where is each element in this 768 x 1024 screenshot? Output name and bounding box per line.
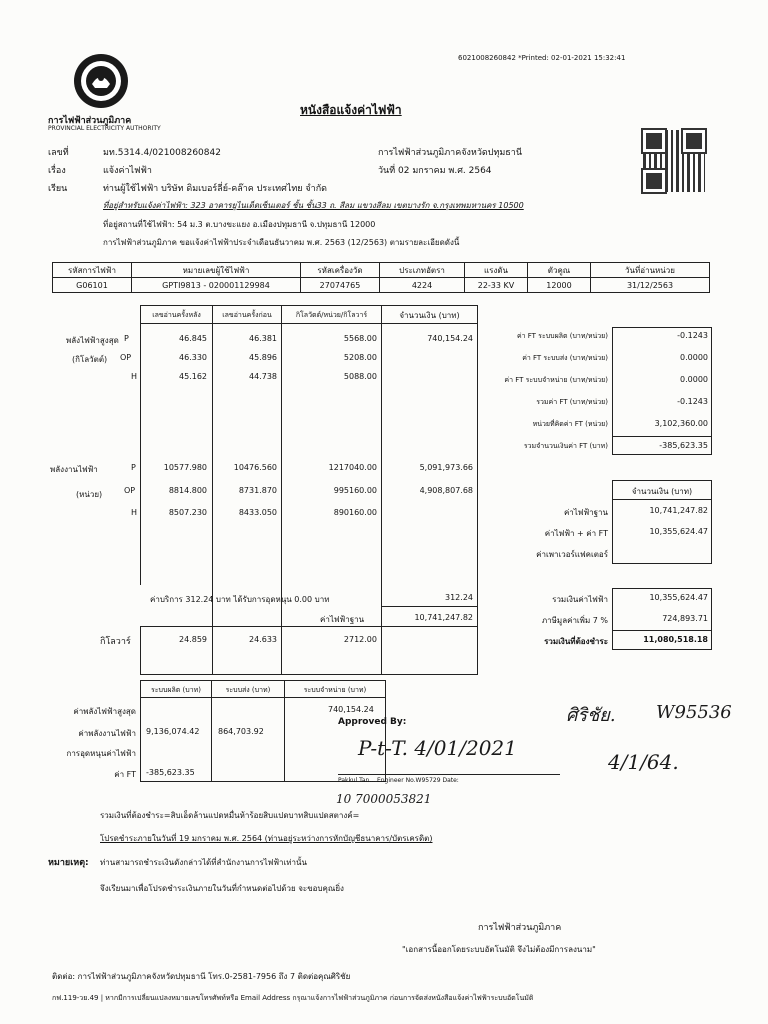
meter-unit: 5568.00 [343,334,377,343]
table-header: แรงดัน [465,263,528,278]
meter-prev: 46.381 [249,334,277,343]
signer-line: Pakkul Tan... Engineer No.W95729 Date: [338,777,459,784]
ft-label: ค่า FT ระบบส่ง (บาท/หน่วย) [522,354,608,362]
meter-prev: 44.738 [249,372,277,381]
approved-by-label: Approved By: [338,717,407,727]
service-charge-line: ค่าบริการ 312.24 บาท ได้รับการอุดหนุน 0.00 บาท [150,595,330,604]
ft-label: หน่วยที่คิดค่า FT (หน่วย) [532,420,608,428]
billing-address: ที่อยู่สำหรับแจ้งค่าไฟฟ้า: 323 อาคารยูไนเต็ดเซ็นเตอร์ ชั้น ชั้น33 ถ. สีลม แขวงสีลม เขตบางรัก จ.กรุงเทพมหานคร 10500 [103,201,524,210]
grand-total-value: 11,080,518.18 [643,635,708,644]
total-label: รวมเงินค่าไฟฟ้า [552,595,608,604]
table-header: ประเภทอัตรา [380,263,465,278]
table-cell: 4224 [380,278,465,293]
summary-header: จำนวนเงิน (บาท) [631,487,693,496]
meter-last: 46.330 [179,353,207,362]
service-charge-amount: 312.24 [445,593,473,602]
issuing-office: การไฟฟ้าส่วนภูมิภาคจังหวัดปทุมธานี [378,148,523,158]
demand-label: พลังไฟฟ้าสูงสุด [66,336,119,345]
meter-unit: 890160.00 [333,508,377,517]
handwritten-note: W95536 [656,702,732,723]
meter-last: 10577.980 [163,463,207,472]
ft-label: รวมค่า FT (บาท/หน่วย) [536,398,608,406]
form-footnote: กฟ.119-วย.49 | หากมีการเปลี่ยนแปลงหมายเลขโทรศัพท์หรือ Email Address กรุณาแจ้งการไฟฟ้าส่วนภูมิภาค ก่อนการจัดส่งหนังสือแจ้งค่าไฟฟ้าระบบอัตโนมัติ [52,994,534,1002]
to-label: เรียน [48,184,68,194]
meter-prev: 10476.560 [233,463,277,472]
breakdown-row-label: การอุดหนุนค่าไฟฟ้า [66,749,136,758]
total-value: 724,893.71 [662,614,708,623]
meter-prev: 8433.050 [238,508,277,517]
note-text: ท่านสามารถชำระเงินดังกล่าวได้ที่สำนักงานการไฟฟ้าเท่านั้น [100,858,307,867]
period-label: OP [120,353,132,362]
org-name-en: PROVINCIAL ELECTRICITY AUTHORITY [48,125,161,132]
letter-date: วันที่ 02 มกราคม พ.ศ. 2564 [378,166,492,176]
period-label: H [131,372,138,381]
table-header: ตัวคูณ [528,263,591,278]
breakdown-header: ระบบผลิต (บาท) [150,686,202,694]
breakdown-row-label: ค่า FT [114,770,136,779]
ft-value: 0.0000 [680,375,708,384]
table-header: รหัสการไฟฟ้า [53,263,132,278]
closing-text: จึงเรียนมาเพื่อโปรดชำระเงินภายในวันที่กำหนดต่อไปด้วย จะขอบคุณยิ่ง [100,884,344,893]
meter-unit: 995160.00 [333,486,377,495]
table-cell: GPTI9813 - 020001129984 [132,278,301,293]
meter-prev: 45.896 [249,353,277,362]
ft-value: -0.1243 [677,397,708,406]
ft-value: 3,102,360.00 [654,419,708,428]
due-date: โปรดชำระภายในวันที่ 19 มกราคม พ.ศ. 2564 (ท่านอยู่ระหว่างการหักบัญชีธนาคาร/บัตรเครดิต) [100,834,433,843]
handwritten-date: 4/1/64. [608,750,679,774]
table-header: หมายเลขผู้ใช้ไฟฟ้า [132,263,301,278]
meter-amount: 5,091,973.66 [419,463,473,472]
summary-value: 10,741,247.82 [649,506,708,515]
recipient: ท่านผู้ใช้ไฟฟ้า บริษัท ดิมเบอร์ลี่ย์-คล๊าค ประเทศไทย จำกัด [103,184,328,194]
account-table [52,262,710,293]
meter-amount: 740,154.24 [427,334,473,343]
table-cell: G06101 [53,278,132,293]
ft-label: ค่า FT ระบบจำหน่าย (บาท/หน่วย) [504,376,608,384]
breakdown-ft-gen: -385,623.35 [146,768,195,777]
pea-logo [72,52,130,110]
site-address: ที่อยู่สถานที่ใช้ไฟฟ้า: 54 ม.3 ต.บางขะแยง อ.เมืองปทุมธานี จ.ปทุมธานี 12000 [103,220,376,229]
meter-unit: 1217040.00 [328,463,377,472]
ft-value: -385,623.35 [659,441,708,450]
ft-label: รวมจำนวนเงินค่า FT (บาท) [523,442,608,450]
period-label: P [124,334,129,343]
total-in-words: รวมเงินที่ต้องชำระ=สิบเอ็ดล้านแปดหมื่นห้าร้อยสิบแปดบาทสิบแปดสตางค์= [100,811,360,820]
energy-label: พลังงานไฟฟ้า [50,465,98,474]
table-cell: 12000 [528,278,591,293]
summary-label: ค่าไฟฟ้า + ค่า FT [544,529,608,538]
subject-label: เรื่อง [48,166,66,176]
breakdown-header: ระบบส่ง (บาท) [225,686,271,694]
table-header: รหัสเครื่องวัด [301,263,380,278]
period-label: H [131,508,138,517]
period-label: OP [124,486,136,495]
qr-code [643,130,705,192]
breakdown-header: ระบบจำหน่าย (บาท) [303,686,367,694]
handwritten-code: 10 7000053821 [336,792,432,806]
energy-unit-label: (หน่วย) [76,490,103,499]
meter-unit: 5208.00 [343,353,377,362]
letter-no: มท.5314.4/021008260842 [103,148,221,158]
meter-last: 45.162 [179,372,207,381]
meter-header: กิโลวัตต์/หน่วย/กิโลวาร์ [295,311,368,319]
intro-text: การไฟฟ้าส่วนภูมิภาค ขอแจ้งค่าไฟฟ้าประจำเดือนธันวาคม พ.ศ. 2563 (12/2563) ตามรายละเอียดดังนี้ [103,238,460,247]
total-label: ภาษีมูลค่าเพิ่ม 7 % [541,616,608,625]
demand-unit-label: (กิโลวัตต์) [72,355,108,364]
auto-document-note: "เอกสารนี้ออกโดยระบบอัตโนมัติ จึงไม่ต้องมีการลงนาม" [402,945,596,954]
meter-prev: 8731.870 [238,486,277,495]
table-cell: 22-33 KV [465,278,528,293]
summary-value: 10,355,624.47 [649,527,708,536]
grand-total-label: รวมเงินที่ต้องชำระ [544,637,608,646]
meter-last: 46.845 [179,334,207,343]
note-label: หมายเหตุ: [48,858,89,868]
breakdown-energy-trans: 864,703.92 [218,727,264,736]
meter-header: จำนวนเงิน (บาท) [399,311,460,320]
summary-label: ค่าเพาเวอร์แฟคเตอร์ [536,550,608,559]
table-row [53,263,710,278]
ft-value: 0.0000 [680,353,708,362]
meter-header: เลขอ่านครั้งหลัง [152,311,201,319]
meter-amount: 4,908,807.68 [419,486,473,495]
letter-no-label: เลขที่ [48,148,69,158]
kvar-last: 24.859 [179,635,207,644]
table-cell: 31/12/2563 [591,278,710,293]
kvar-label: กิโลวาร์ [100,637,131,647]
kvar-prev: 24.633 [249,635,277,644]
breakdown-row-label: ค่าพลังไฟฟ้าสูงสุด [73,707,136,716]
printed-stamp: 6021008260842 *Printed: 02-01-2021 15:32:41 [458,54,626,62]
ft-label: ค่า FT ระบบผลิต (บาท/หน่วย) [516,332,608,340]
meter-header: เลขอ่านครั้งก่อน [222,311,272,319]
subject: แจ้งค่าไฟฟ้า [103,166,152,176]
meter-last: 8814.800 [168,486,207,495]
meter-unit: 5088.00 [343,372,377,381]
table-cell: 27074765 [301,278,380,293]
ft-value: -0.1243 [677,331,708,340]
table-row [53,278,710,293]
breakdown-demand-dist: 740,154.24 [328,705,374,714]
summary-label: ค่าไฟฟ้าฐาน [563,508,608,517]
base-charge-amount: 10,741,247.82 [414,613,473,622]
period-label: P [131,463,136,472]
document-title: หนังสือแจ้งค่าไฟฟ้า [300,103,402,117]
org-name: การไฟฟ้าส่วนภูมิภาค [48,116,132,126]
signature-org: การไฟฟ้าส่วนภูมิภาค [478,923,562,933]
contact-info: ติดต่อ: การไฟฟ้าส่วนภูมิภาคจังหวัดปทุมธานี โทร.0-2581-7956 ถึง 7 ติดต่อคุณศิริชัย [52,972,351,981]
base-charge-label: ค่าไฟฟ้าฐาน [320,615,365,624]
total-value: 10,355,624.47 [649,593,708,602]
breakdown-energy-gen: 9,136,074.42 [146,727,200,736]
handwritten-signature: P-t-T. 4/01/2021 [358,736,517,760]
breakdown-row-label: ค่าพลังงานไฟฟ้า [78,729,136,738]
kvar-unit: 2712.00 [343,635,377,644]
handwritten-initials: ศิริชัย. [566,705,616,726]
meter-last: 8507.230 [168,508,207,517]
table-header: วันที่อ่านหน่วย [591,263,710,278]
